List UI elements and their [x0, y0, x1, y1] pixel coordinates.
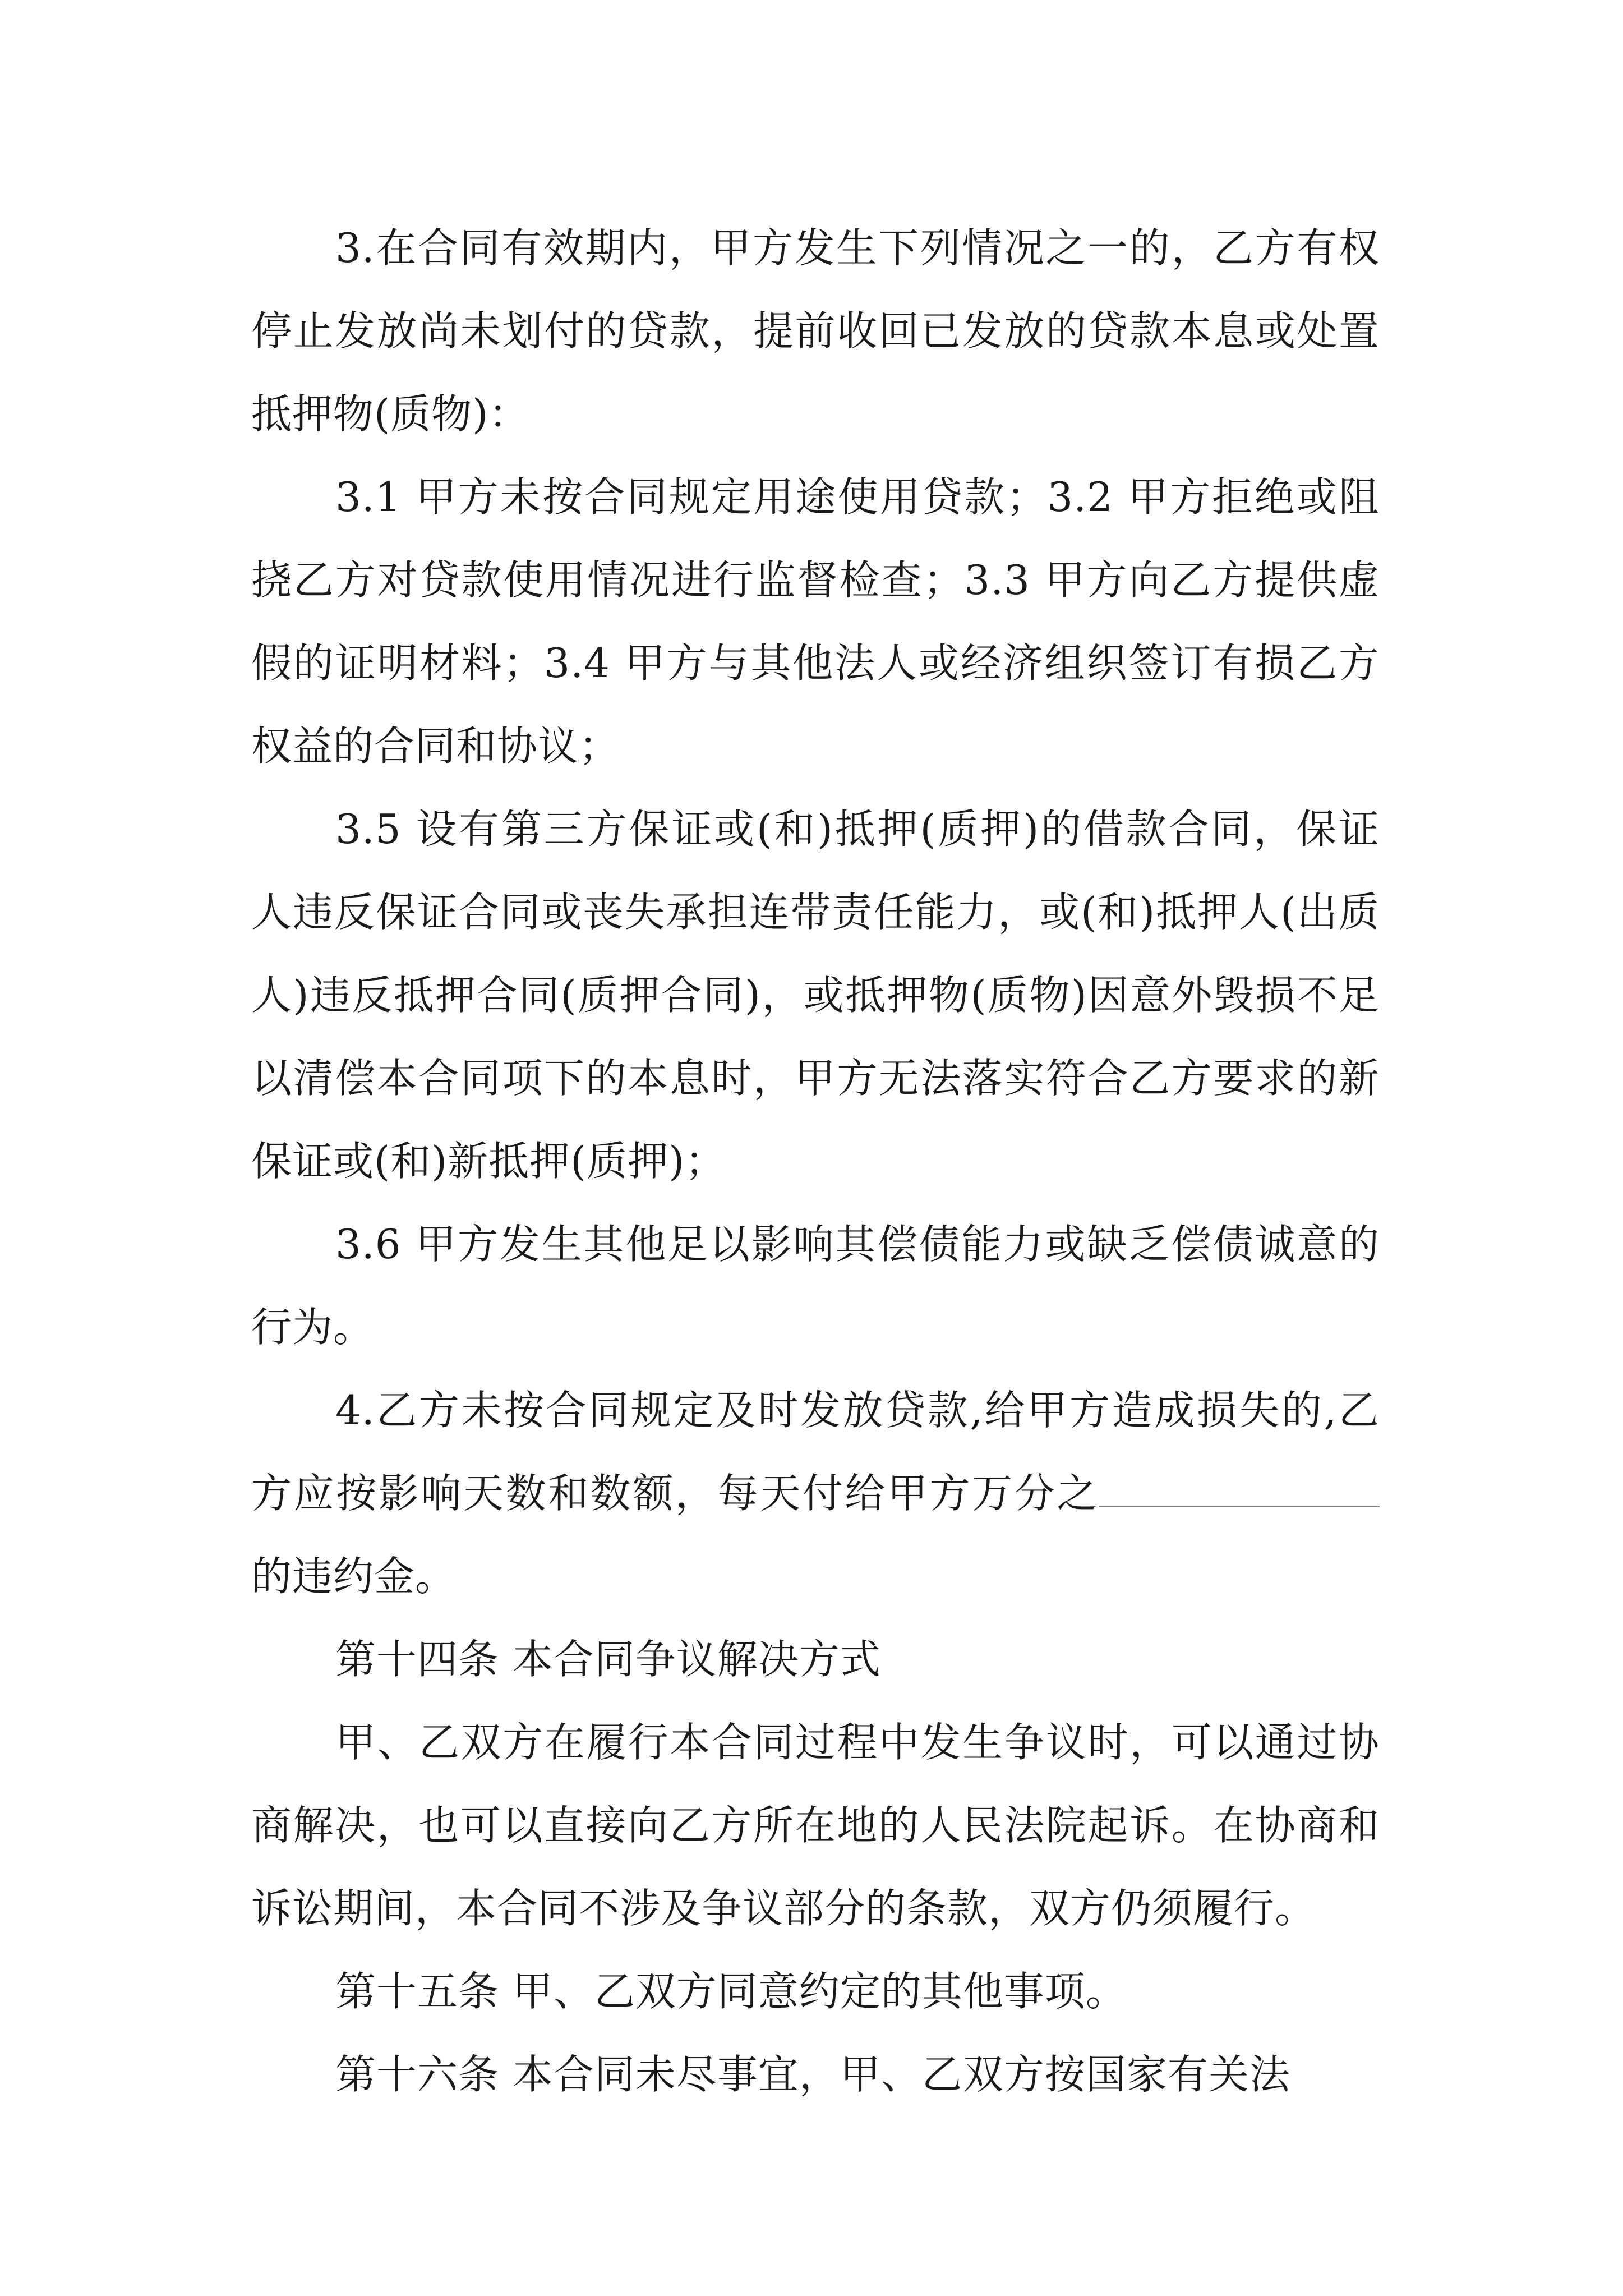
- document-page: [251, 206, 1380, 2116]
- paragraph-3: 3.在合同有效期内，甲方发生下列情况之一的，乙方有权停止发放尚未划付的贷款，提前收回已发放的贷款本息或处置抵押物(质物)：: [251, 224, 1380, 438]
- fill-in-blank: [1099, 1474, 1380, 1507]
- paragraph-3-5: 3.5 设有第三方保证或(和)抵押(质押)的借款合同，保证人违反保证合同或丧失承担连带责任能力，或(和)抵押人(出质人)违反抵押合同(质押合同)，或抵押物(质物)因意外毁损不足以清偿本合同项下的本息时，甲方无法落实符合乙方要求的新保证或(和)新抵押(质押)；: [251, 806, 1380, 1185]
- article-14-body: 甲、乙双方在履行本合同过程中发生争议时，可以通过协商解决，也可以直接向乙方所在地的人民法院起诉。在协商和诉讼期间，本合同不涉及争议部分的条款，双方仍须履行。: [251, 1719, 1380, 1932]
- paragraph-4-tail: 的违约金。: [251, 1553, 457, 1600]
- paragraph-3-6: 3.6 甲方发生其他足以影响其偿债能力或缺乏偿债诚意的行为。: [251, 1221, 1380, 1351]
- article-16: 第十六条 本合同未尽事宜，甲、乙双方按国家有关法: [335, 2051, 1290, 2098]
- paragraph-3-1-to-3-4: 3.1 甲方未按合同规定用途使用贷款；3.2 甲方拒绝或阻挠乙方对贷款使用情况进行监督检查；3.3 甲方向乙方提供虚假的证明材料；3.4 甲方与其他法人或经济组织签订有损乙方权益的合同和协议；: [251, 473, 1380, 770]
- paragraph-4: [251, 1369, 1380, 1618]
- article-14-title: 第十四条 本合同争议解决方式: [335, 1636, 881, 1683]
- paragraph-4-text: 4.乙方未按合同规定及时发放贷款,给甲方造成损失的,乙方应按影响天数和数额，每天付给甲方万分之: [251, 1387, 1380, 1517]
- article-15: 第十五条 甲、乙双方同意约定的其他事项。: [335, 1968, 1127, 2015]
